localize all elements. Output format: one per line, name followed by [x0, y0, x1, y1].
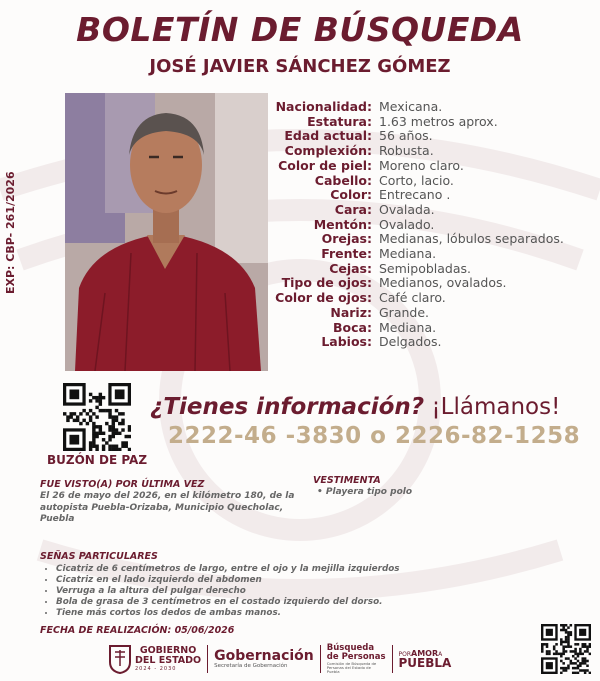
attr-row [270, 218, 564, 233]
attr-value: Corto, lacio. [379, 172, 454, 188]
list-item: • Cicatriz en el lado izquierdo del abdomen [56, 575, 420, 586]
list-item: • Cicatriz de 6 centímetros de largo, entre el ojo y la mejilla izquierdos [56, 564, 420, 575]
gobierno-line2: DEL ESTADO [135, 655, 202, 666]
attr-value: Mexicana. [379, 99, 443, 114]
buzon-de-paz-label: BUZÓN DE PAZ [47, 453, 148, 467]
contact-question: ¿Tienes información? [150, 394, 425, 420]
attr-row [270, 291, 564, 306]
attr-row [270, 306, 564, 321]
busqueda-line1: Búsqueda [326, 643, 375, 653]
attr-value: Medianas, lóbulos separados. [379, 231, 564, 247]
por-word: POR [398, 650, 412, 658]
footer-logos [108, 638, 451, 680]
busqueda-subtitle: Comisión de Búsqueda de Personas del Estado de Puebla [326, 661, 377, 674]
attr-row [270, 335, 564, 350]
attr-row [270, 144, 564, 159]
last-seen-section [40, 479, 305, 526]
attr-label: Labios: [321, 334, 372, 350]
phone-numbers[interactable]: 2222-46 -3830 o 2226-82-1258 [168, 423, 581, 449]
attr-label: Cabello: [314, 172, 372, 188]
creation-date: FECHA DE REALIZACIÓN: 05/06/2026 [40, 625, 235, 636]
footer-divider [392, 645, 393, 673]
attr-label: Mentón: [313, 216, 372, 232]
attr-label: Estatura: [307, 113, 372, 129]
puebla-word: PUEBLA [398, 655, 452, 670]
attr-label: Boca: [333, 319, 372, 335]
attr-value: Medianos, ovalados. [379, 275, 507, 291]
gobierno-logo [135, 646, 201, 672]
a-word: A [438, 650, 443, 658]
person-name: JOSÉ JAVIER SÁNCHEZ GÓMEZ [149, 56, 451, 77]
footer-divider [207, 645, 208, 673]
buzon-qr-code[interactable] [63, 383, 131, 451]
attr-value: Mediana. [379, 319, 437, 335]
attr-label: Orejas: [321, 231, 372, 247]
attr-value: Grande. [379, 304, 430, 320]
attr-label: Cara: [334, 201, 372, 217]
list-item: • Bola de grasa de 3 centímetros en el costado izquierdo del dorso. [56, 597, 420, 608]
attr-value: 1.63 metros aprox. [379, 113, 498, 129]
attr-row [270, 276, 564, 291]
attr-row [270, 174, 564, 189]
marks-heading: SEÑAS PARTICULARES [40, 551, 158, 562]
busqueda-line2: de Personas [326, 652, 386, 662]
attr-row [270, 262, 564, 277]
attr-label: Cejas: [329, 260, 372, 276]
attr-label: Color: [330, 187, 372, 203]
attr-row [270, 100, 564, 115]
distinguishing-marks-section [40, 551, 420, 619]
case-number: EXP: CBP- 261/2026 [4, 171, 17, 294]
attr-value: Moreno claro. [379, 157, 464, 173]
attr-row [270, 247, 564, 262]
attr-label: Color de piel: [278, 157, 372, 173]
attr-row [270, 159, 564, 174]
amor-word: AMOR [411, 648, 439, 658]
attr-value: Mediana. [379, 246, 437, 262]
attr-label: Nariz: [330, 304, 372, 320]
last-seen-heading: FUE VISTO(A) POR ÚLTIMA VEZ [40, 479, 205, 490]
attr-value: Ovalada. [379, 201, 435, 217]
attr-value: Café claro. [379, 290, 446, 306]
state-seal-icon [108, 644, 132, 674]
last-seen-text: El 26 de mayo del 2026, en el kilómetro 180, de la autopista Puebla-Orizaba, Municipio Quecholac, Puebla [40, 491, 295, 524]
attr-row [270, 203, 564, 218]
attr-label: Edad actual: [284, 128, 372, 144]
contact-headline [150, 394, 560, 420]
busqueda-logo [327, 644, 386, 674]
clothing-section [313, 475, 412, 497]
contact-call: ¡Llámanos! [424, 394, 561, 420]
attr-row [270, 129, 564, 144]
attr-value: 56 años. [379, 128, 433, 144]
attr-label: Complexión: [284, 143, 372, 159]
physical-description [270, 100, 564, 350]
attr-value: Semipobladas. [379, 260, 472, 276]
person-photo [65, 93, 268, 371]
attr-value: Robusta. [379, 143, 434, 159]
attr-row [270, 321, 564, 336]
por-amor-a-puebla-logo [399, 650, 452, 669]
attr-value: Ovalado. [379, 216, 435, 232]
attr-value: Delgados. [379, 334, 442, 350]
footer-qr-code[interactable] [541, 624, 591, 674]
attr-row [270, 188, 564, 203]
gobernacion-logo [214, 649, 314, 669]
attr-value: Entrecano . [379, 187, 451, 203]
attr-label: Tipo de ojos: [281, 275, 372, 291]
attr-label: Nacionalidad: [275, 99, 372, 114]
list-item: • Verruga a la altura del pulgar derecho [56, 586, 420, 597]
clothing-item: • Playera tipo polo [317, 487, 413, 497]
gobierno-years: 2024 - 2030 [135, 666, 177, 672]
attr-label: Frente: [321, 246, 372, 262]
gobernacion-title: Gobernación [214, 648, 314, 664]
gobierno-line1: GOBIERNO [139, 645, 197, 656]
attr-label: Color de ojos: [275, 290, 372, 306]
list-item: • Tiene más cortos los dedos de ambas manos. [56, 608, 420, 619]
marks-list [40, 564, 420, 619]
footer-divider [320, 645, 321, 673]
clothing-heading: VESTIMENTA [313, 475, 381, 486]
attr-row [270, 232, 564, 247]
gobernacion-subtitle: Secretaría de Gobernación [214, 663, 288, 669]
attr-row [270, 115, 564, 130]
bulletin-title: BOLETÍN DE BÚSQUEDA [76, 10, 524, 49]
